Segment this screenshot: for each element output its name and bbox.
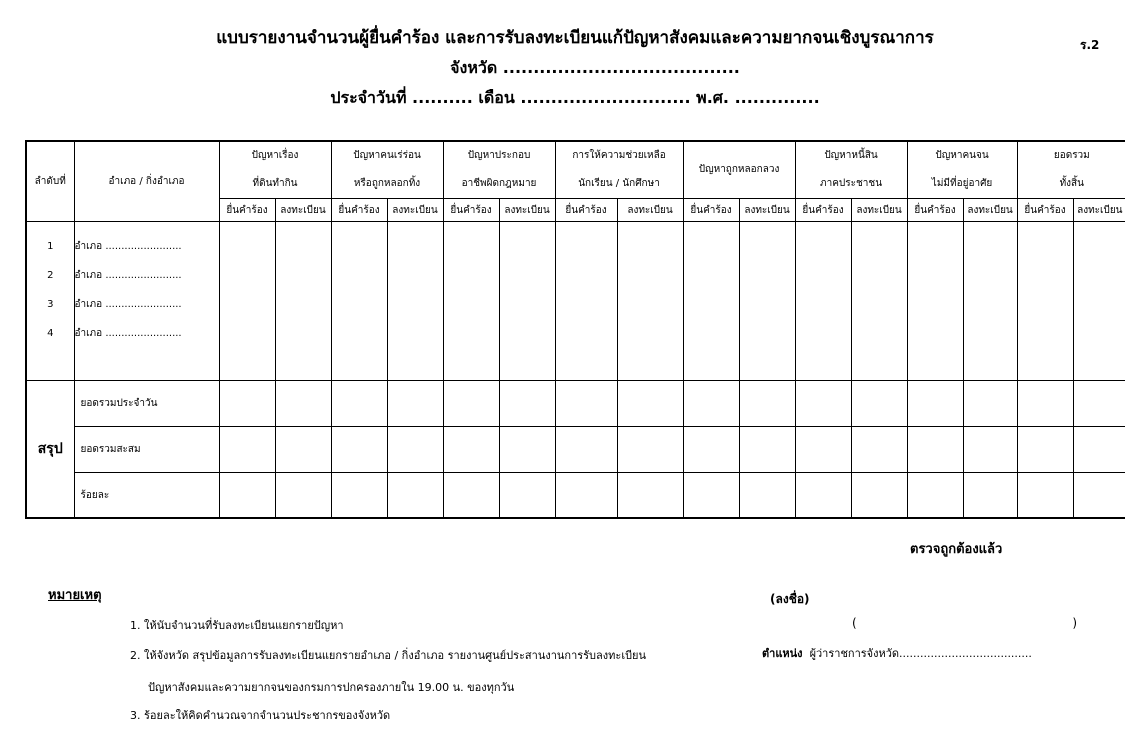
data-cell[interactable]	[617, 222, 683, 381]
data-cell[interactable]	[1073, 222, 1125, 381]
summary-cell[interactable]	[443, 427, 499, 473]
summary-cell[interactable]	[443, 381, 499, 427]
summary-row	[26, 473, 1125, 519]
summary-row	[26, 381, 1125, 427]
summary-cell[interactable]	[1017, 473, 1073, 519]
summary-cell[interactable]	[851, 427, 907, 473]
group-header-student-aid: การให้ความช่วยเหลือ นักเรียน / นักศึกษา	[555, 141, 683, 199]
summary-cell[interactable]	[617, 473, 683, 519]
summary-cell[interactable]	[683, 381, 739, 427]
district-list	[74, 222, 219, 381]
sub-header-submitted: ยื่นคำร้อง	[555, 199, 617, 222]
sub-header-registered: ลงทะเบียน	[387, 199, 443, 222]
summary-cell[interactable]	[963, 427, 1017, 473]
sub-header-submitted: ยื่นคำร้อง	[331, 199, 387, 222]
row-number: 4	[47, 328, 54, 339]
summary-cell[interactable]	[795, 473, 851, 519]
row-number: 3	[47, 299, 54, 310]
position-line: ตำแหน่ง ผู้ว่าราชการจังหวัด......................................	[762, 647, 1032, 660]
data-cell[interactable]	[499, 222, 555, 381]
sub-header-registered: ลงทะเบียน	[617, 199, 683, 222]
data-cell[interactable]	[1017, 222, 1073, 381]
summary-cell[interactable]	[555, 381, 617, 427]
summary-cell[interactable]	[907, 427, 963, 473]
summary-cell[interactable]	[1017, 381, 1073, 427]
sub-header-registered: ลงทะเบียน	[275, 199, 331, 222]
summary-label: สรุป	[26, 381, 74, 519]
row-numbers	[26, 222, 74, 381]
data-cell[interactable]	[331, 222, 387, 381]
summary-cell[interactable]	[851, 381, 907, 427]
summary-cell[interactable]	[617, 427, 683, 473]
summary-row-label: ยอดรวมประจำวัน	[74, 381, 219, 427]
sub-header-submitted: ยื่นคำร้อง	[1017, 199, 1073, 222]
summary-cell[interactable]	[617, 381, 683, 427]
summary-cell[interactable]	[331, 427, 387, 473]
certified-label: ตรวจถูกต้องแล้ว	[910, 542, 1003, 557]
sub-header-submitted: ยื่นคำร้อง	[683, 199, 739, 222]
date-line: ประจำวันที่ .......... เดือน ............................ พ.ศ. ..............	[330, 88, 820, 107]
summary-cell[interactable]	[795, 381, 851, 427]
district-blank: อำเภอ ........................	[74, 270, 182, 281]
col-header-no: ลำดับที่	[26, 141, 74, 222]
data-cell[interactable]	[387, 222, 443, 381]
summary-cell[interactable]	[331, 473, 387, 519]
summary-cell[interactable]	[219, 473, 275, 519]
summary-cell[interactable]	[851, 473, 907, 519]
data-cell[interactable]	[683, 222, 739, 381]
summary-cell[interactable]	[443, 473, 499, 519]
district-blank: อำเภอ ........................	[74, 299, 182, 310]
summary-cell[interactable]	[739, 473, 795, 519]
sub-header-registered: ลงทะเบียน	[963, 199, 1017, 222]
data-cell[interactable]	[907, 222, 963, 381]
form-code: ร.2	[1080, 38, 1100, 52]
data-cell[interactable]	[739, 222, 795, 381]
report-table	[25, 140, 1125, 519]
data-cell[interactable]	[275, 222, 331, 381]
group-header-homeless: ปัญหาคนเร่ร่อน หรือถูกหลอกทิ้ง	[331, 141, 443, 199]
summary-cell[interactable]	[387, 473, 443, 519]
group-header-land: ปัญหาเรื่อง ที่ดินทำกิน	[219, 141, 331, 199]
summary-cell[interactable]	[739, 427, 795, 473]
sub-header-submitted: ยื่นคำร้อง	[219, 199, 275, 222]
province-line: จังหวัด .......................................	[450, 58, 740, 77]
summary-cell[interactable]	[331, 381, 387, 427]
summary-cell[interactable]	[963, 473, 1017, 519]
row-number: 2	[47, 270, 54, 281]
summary-cell[interactable]	[1073, 427, 1125, 473]
summary-cell[interactable]	[963, 381, 1017, 427]
summary-cell[interactable]	[387, 381, 443, 427]
summary-cell[interactable]	[907, 381, 963, 427]
sub-header-registered: ลงทะเบียน	[1073, 199, 1125, 222]
summary-cell[interactable]	[683, 427, 739, 473]
note-2: 2. ให้จังหวัด สรุปข้อมูลการรับลงทะเบียนแยกรายอำเภอ / กิ่งอำเภอ รายงานศูนย์ประสานงานการรับลงทะเบียน	[130, 649, 647, 662]
summary-cell[interactable]	[555, 427, 617, 473]
data-cell[interactable]	[795, 222, 851, 381]
data-cell[interactable]	[219, 222, 275, 381]
summary-cell[interactable]	[683, 473, 739, 519]
notes-title: หมายเหตุ	[48, 588, 102, 603]
sub-header-submitted: ยื่นคำร้อง	[795, 199, 851, 222]
summary-cell[interactable]	[555, 473, 617, 519]
sub-header-submitted: ยื่นคำร้อง	[443, 199, 499, 222]
group-header-illegal-occupation: ปัญหาประกอบ อาชีพผิดกฎหมาย	[443, 141, 555, 199]
data-cell[interactable]	[851, 222, 907, 381]
summary-row	[26, 427, 1125, 473]
data-cell[interactable]	[555, 222, 617, 381]
summary-cell[interactable]	[387, 427, 443, 473]
district-block-row	[26, 222, 1125, 381]
summary-cell[interactable]	[1073, 381, 1125, 427]
report-title: แบบรายงานจำนวนผู้ยื่นคำร้อง และการรับลงทะเบียนแก้ปัญหาสังคมและความยากจนเชิงบูรณาการ	[216, 28, 934, 48]
data-cell[interactable]	[443, 222, 499, 381]
summary-cell[interactable]	[219, 427, 275, 473]
district-blank: อำเภอ ........................	[74, 328, 182, 339]
summary-cell[interactable]	[499, 427, 555, 473]
sub-header-registered: ลงทะเบียน	[851, 199, 907, 222]
group-header-fraud: ปัญหาถูกหลอกลวง	[683, 141, 795, 199]
summary-row-label: ยอดรวมสะสม	[74, 427, 219, 473]
signature-label: (ลงชื่อ)	[770, 592, 810, 606]
summary-cell[interactable]	[275, 473, 331, 519]
summary-cell[interactable]	[499, 473, 555, 519]
summary-cell[interactable]	[795, 427, 851, 473]
note-2-continued: ปัญหาสังคมและความยากจนของกรมการปกครองภายใน 19.00 น. ของทุกวัน	[148, 681, 515, 694]
note-3: 3. ร้อยละให้คิดคำนวณจากจำนวนประชากรของจังหวัด	[130, 709, 391, 722]
signature-name-blank: ( )	[852, 616, 1077, 630]
summary-cell[interactable]	[275, 427, 331, 473]
summary-cell[interactable]	[739, 381, 795, 427]
data-cell[interactable]	[963, 222, 1017, 381]
summary-row-label: ร้อยละ	[74, 473, 219, 519]
district-blank: อำเภอ ........................	[74, 241, 182, 252]
summary-cell[interactable]	[907, 473, 963, 519]
sub-header-registered: ลงทะเบียน	[499, 199, 555, 222]
sub-header-submitted: ยื่นคำร้อง	[907, 199, 963, 222]
summary-cell[interactable]	[1073, 473, 1125, 519]
summary-cell[interactable]	[1017, 427, 1073, 473]
row-number: 1	[47, 241, 54, 252]
summary-cell[interactable]	[499, 381, 555, 427]
sub-header-registered: ลงทะเบียน	[739, 199, 795, 222]
group-header-no-housing: ปัญหาคนจน ไม่มีที่อยู่อาศัย	[907, 141, 1017, 199]
summary-cell[interactable]	[275, 381, 331, 427]
note-1: 1. ให้นับจำนวนที่รับลงทะเบียนแยกรายปัญหา	[130, 619, 344, 632]
group-header-debt: ปัญหาหนี้สิน ภาคประชาชน	[795, 141, 907, 199]
summary-cell[interactable]	[219, 381, 275, 427]
group-header-grand-total: ยอดรวม ทั้งสิ้น	[1017, 141, 1125, 199]
col-header-district: อำเภอ / กิ่งอำเภอ	[74, 141, 219, 222]
